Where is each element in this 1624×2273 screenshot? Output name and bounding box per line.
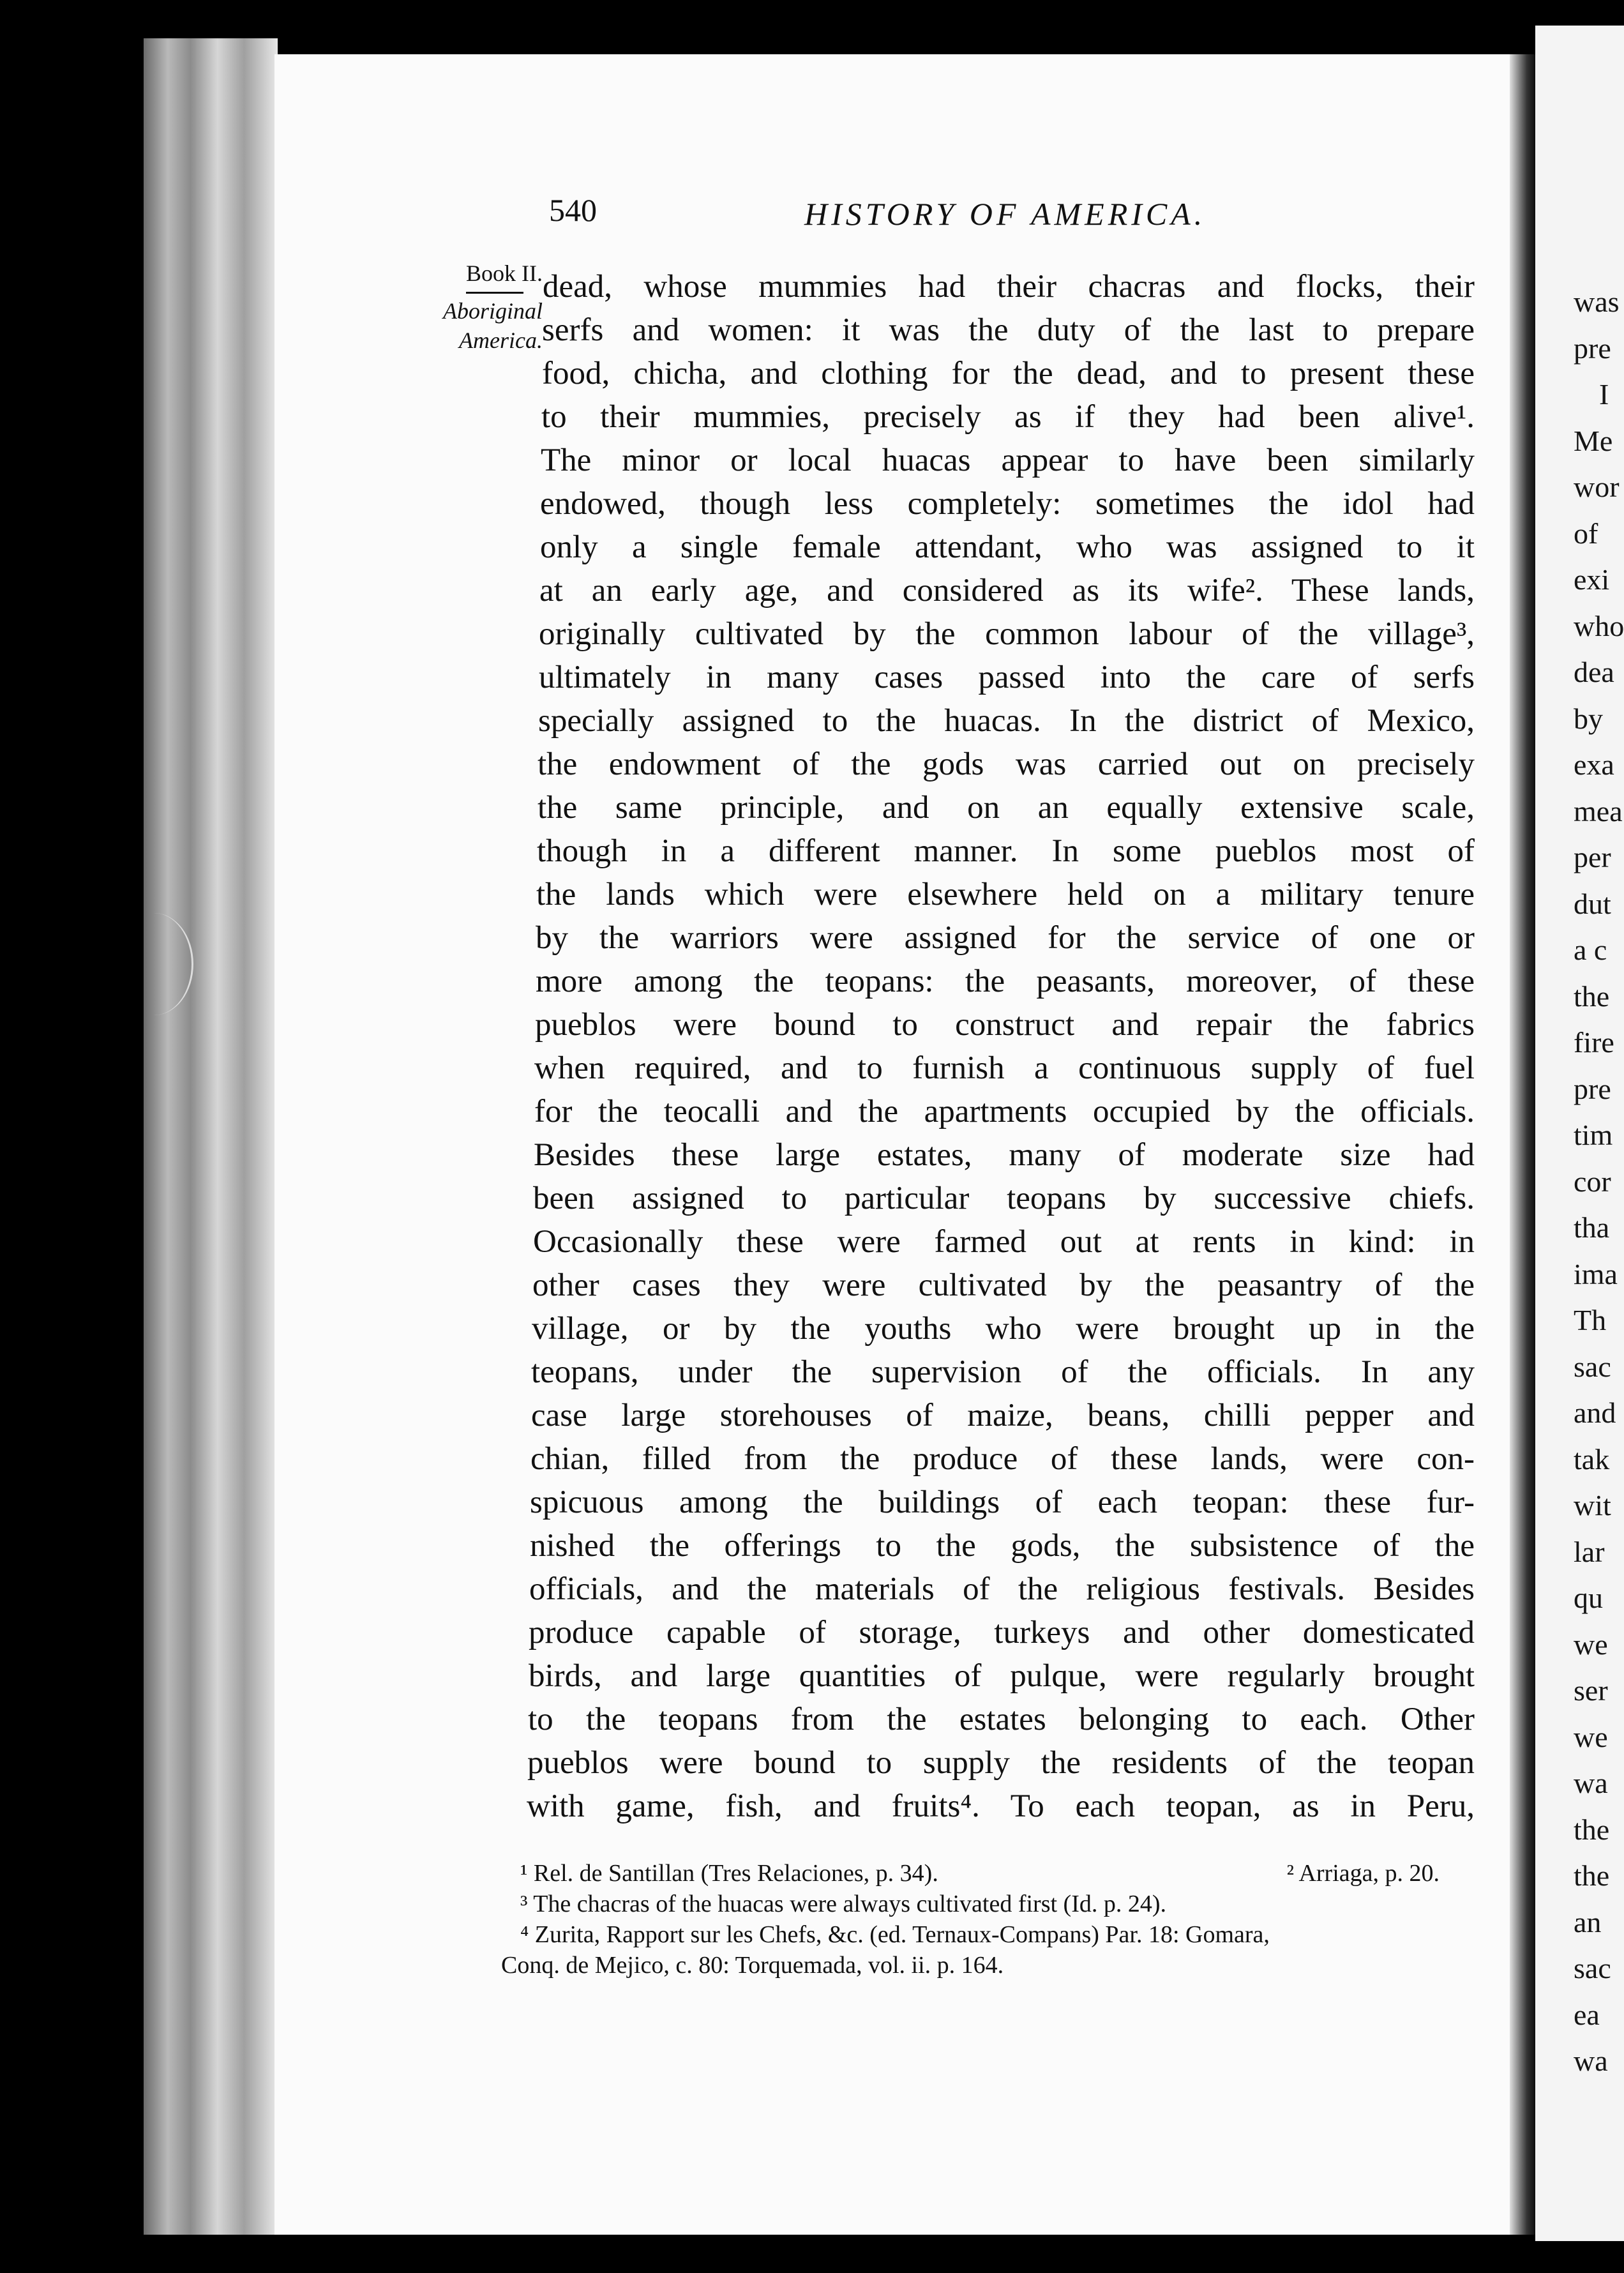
next-page-fragment: wor [1574, 471, 1620, 503]
book-gutter [1510, 54, 1538, 2235]
body-line: village, or by the youths who were brought up in the [532, 1311, 1475, 1347]
page-number: 540 [549, 192, 597, 228]
next-page-fragment: exa [1574, 748, 1614, 781]
footnotes [501, 1858, 1452, 1981]
body-line: to their mummies, precisely as if they had been alive¹. [541, 399, 1475, 435]
body-line: nished the offerings to the gods, the subsistence of the [530, 1528, 1475, 1564]
next-page-fragment: I [1599, 378, 1609, 411]
page-scratch-mark [115, 913, 193, 1015]
body-text [527, 265, 1475, 1828]
next-page-fragment: wa [1574, 1767, 1608, 1799]
next-page-fragment: tha [1574, 1211, 1610, 1244]
body-line: to the teopans from the estates belonging to each. Other [528, 1702, 1475, 1737]
next-page-fragment: lar [1574, 1535, 1605, 1568]
body-line: more among the teopans: the peasants, moreover, of these [536, 963, 1475, 999]
margin-note-book: Book II. [466, 261, 543, 286]
next-page-fragment: fire [1574, 1026, 1614, 1059]
book-page-edges [144, 38, 278, 2235]
next-page-fragment: a c [1574, 933, 1607, 966]
next-page-fragment: by [1574, 702, 1603, 735]
next-page-fragment: an [1574, 1905, 1602, 1938]
body-line: for the teocalli and the apartments occupied by the officials. [534, 1094, 1475, 1129]
body-line: originally cultivated by the common labour of the village³, [539, 616, 1475, 652]
next-page-fragment: was [1574, 285, 1620, 318]
body-line: serfs and women: it was the duty of the last to prepare [542, 312, 1475, 348]
next-page-fragment: wa [1574, 2044, 1608, 2077]
next-page-fragment: the [1574, 1813, 1610, 1846]
margin-note-line1: Aboriginal [442, 298, 543, 324]
body-line: chian, filled from the produce of these lands, were con- [530, 1441, 1475, 1477]
next-page-fragment: who [1574, 609, 1624, 642]
next-page-fragment: tim [1574, 1119, 1613, 1151]
body-line: food, chicha, and clothing for the dead, and to present these [542, 356, 1475, 391]
body-line: officials, and the materials of the religious festivals. Besides [529, 1571, 1475, 1607]
next-page-fragment: Th [1574, 1304, 1607, 1336]
next-page-fragment: ser [1574, 1674, 1608, 1707]
next-page-fragment: Me [1574, 424, 1613, 457]
body-line: pueblos were bound to construct and repair the fabrics [535, 1007, 1475, 1043]
next-page-edge [1535, 26, 1624, 2241]
body-line: birds, and large quantities of pulque, were regularly brought [529, 1658, 1475, 1694]
next-page-fragment: dut [1574, 887, 1611, 920]
body-line: other cases they were cultivated by the peasantry of the [532, 1267, 1475, 1303]
next-page-fragment: pre [1574, 1072, 1611, 1105]
footnote-4b: Conq. de Mejico, c. 80: Torquemada, vol. ii. p. 164. [501, 1952, 1004, 1979]
margin-note-line2: America. [459, 328, 543, 353]
body-line: teopans, under the supervision of the officials. In any [531, 1354, 1475, 1390]
footnote-3: ³ The chacras of the huacas were always cultivated first (Id. p. 24). [520, 1891, 1167, 1917]
footnote-2: ² Arriaga, p. 20. [1286, 1860, 1440, 1887]
body-line: specially assigned to the huacas. In the district of Mexico, [538, 703, 1475, 739]
body-line: though in a different manner. In some pueblos most of [537, 833, 1475, 869]
next-page-fragment: exi [1574, 563, 1610, 596]
footnote-1: ¹ Rel. de Santillan (Tres Relaciones, p. 34). [520, 1860, 938, 1887]
next-page-fragment: and [1574, 1396, 1616, 1429]
body-line: endowed, though less completely: sometimes the idol had [540, 486, 1475, 522]
next-page-fragment: qu [1574, 1582, 1603, 1614]
next-page-fragment: per [1574, 841, 1611, 873]
next-page-fragment: ima [1574, 1257, 1618, 1290]
next-page-fragment: dea [1574, 656, 1614, 688]
body-line: at an early age, and considered as its wife². These lands, [539, 573, 1475, 608]
body-line: when required, and to furnish a continuous supply of fuel [534, 1050, 1475, 1086]
body-line: pueblos were bound to supply the residents of the teopan [527, 1745, 1475, 1781]
body-line: the same principle, and on an equally extensive scale, [538, 790, 1475, 826]
body-line: the endowment of the gods was carried out on precisely [538, 746, 1475, 782]
page-header [274, 192, 1510, 236]
next-page-fragment: ea [1574, 1998, 1600, 2031]
body-line: only a single female attendant, who was assigned to it [540, 529, 1475, 565]
body-line: Occasionally these were farmed out at rents in kind: in [533, 1224, 1475, 1260]
next-page-fragment: sac [1574, 1952, 1611, 1984]
body-line: spicuous among the buildings of each teopan: these fur- [530, 1484, 1475, 1520]
next-page-fragment: tak [1574, 1442, 1610, 1476]
next-page-fragment: the [1574, 1859, 1610, 1892]
next-page-fragment: we [1574, 1627, 1608, 1661]
body-line: Besides these large estates, many of moderate size had [534, 1137, 1475, 1173]
body-line: by the warriors were assigned for the service of one or [536, 920, 1475, 956]
footnote-row-1 [520, 1858, 1452, 1889]
body-line: ultimately in many cases passed into the care of serfs [539, 660, 1475, 695]
margin-note-rule [466, 292, 523, 294]
next-page-fragment: pre [1574, 331, 1611, 365]
next-page-fragment: of [1574, 517, 1598, 550]
running-title: HISTORY OF AMERICA. [804, 196, 1207, 232]
body-line: been assigned to particular teopans by successive chiefs. [533, 1181, 1475, 1216]
body-line: The minor or local huacas appear to have been similarly [541, 442, 1475, 478]
body-line: dead, whose mummies had their chacras and flocks, their [543, 269, 1475, 305]
body-line: case large storehouses of maize, beans, chilli pepper and [531, 1398, 1475, 1433]
body-line: produce capable of storage, turkeys and other domesticated [529, 1615, 1475, 1650]
body-line: the lands which were elsewhere held on a military tenure [536, 877, 1475, 912]
next-page-fragment: the [1574, 979, 1610, 1013]
margin-note [409, 259, 543, 355]
footnote-4a: ⁴ Zurita, Rapport sur les Chefs, &c. (ed. Ternaux-Compans) Par. 18: Gomara, [520, 1921, 1270, 1948]
next-page-fragment: we [1574, 1720, 1608, 1753]
next-page-fragment: cor [1574, 1165, 1611, 1198]
next-page-fragment: mea [1574, 794, 1623, 827]
body-line: with game, fish, and fruits⁴. To each teopan, as in Peru, [527, 1788, 1475, 1824]
next-page-fragment: sac [1574, 1350, 1611, 1383]
next-page-fragment: wit [1574, 1489, 1611, 1522]
